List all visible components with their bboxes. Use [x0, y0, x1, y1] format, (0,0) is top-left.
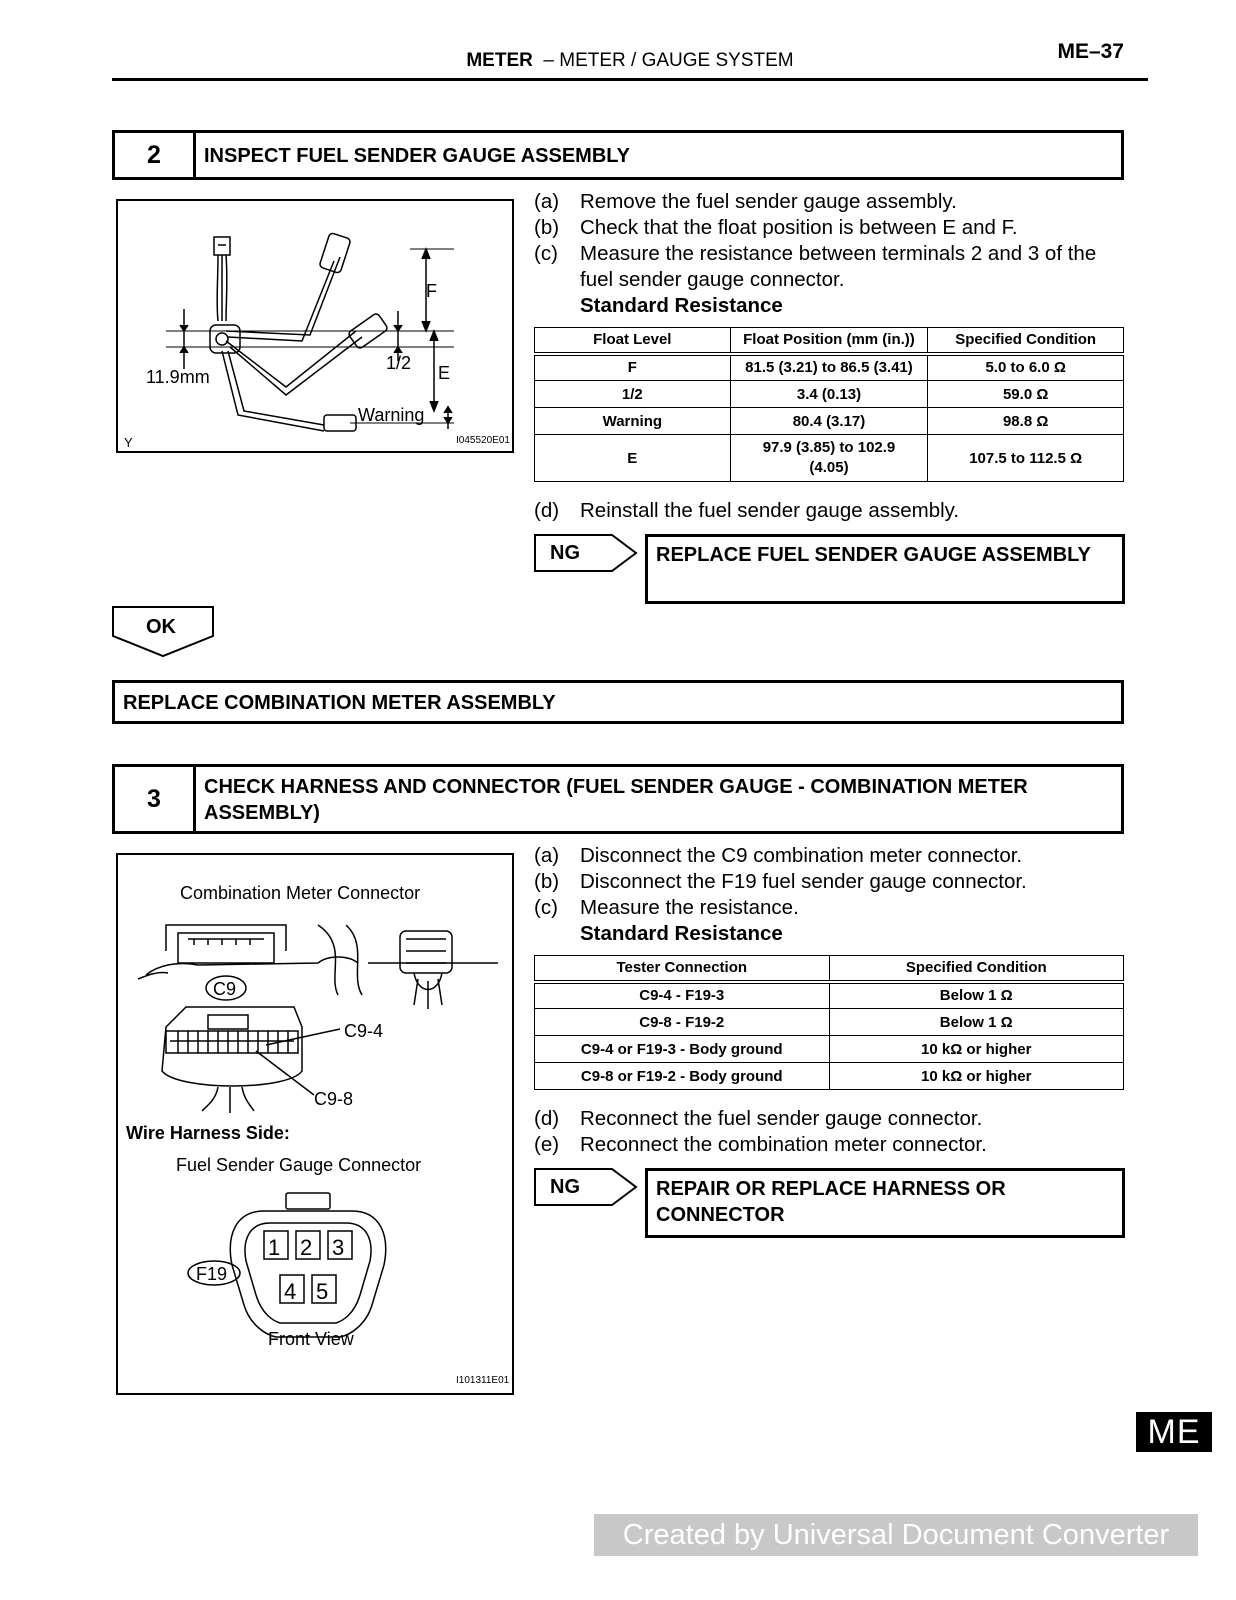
header-section-name: METER [466, 50, 533, 71]
instruction-d [534, 498, 1134, 524]
step-3-instructions [534, 843, 1134, 947]
table-cell: Below 1 Ω [829, 1009, 1124, 1036]
table-cell: 5.0 to 6.0 Ω [928, 354, 1124, 381]
instruction-text: Disconnect the F19 fuel sender gauge connector. [580, 870, 1027, 893]
fuel-sender-figure [116, 199, 514, 453]
table-cell: 3.4 (0.13) [730, 381, 928, 408]
instruction-b [534, 869, 1134, 895]
table-cell: 107.5 to 112.5 Ω [928, 435, 1124, 482]
table-cell: Below 1 Ω [829, 982, 1124, 1009]
table-row [535, 435, 1124, 482]
harness-resistance-table [534, 955, 1124, 1090]
instruction-label: (d) [534, 1107, 560, 1130]
table-cell: 1/2 [535, 381, 731, 408]
instruction-text: Reconnect the combination meter connector. [580, 1133, 987, 1156]
connector-figure [116, 853, 514, 1395]
instruction-label: (a) [534, 190, 560, 213]
float-resistance-table [534, 327, 1124, 482]
instruction-text: Measure the resistance. [580, 896, 799, 919]
table-header: Float Position (mm (in.)) [730, 328, 928, 354]
table-header: Specified Condition [928, 328, 1124, 354]
ng-result-step-2: REPLACE FUEL SENDER GAUGE ASSEMBLY [645, 534, 1125, 604]
label-f: F [426, 281, 437, 301]
instruction-label: (a) [534, 844, 560, 867]
label-half: 1/2 [386, 353, 412, 373]
instruction-text: Reconnect the fuel sender gauge connector. [580, 1107, 983, 1130]
instruction-text: Check that the float position is between E and F. [580, 216, 1018, 239]
table-cell: 59.0 Ω [928, 381, 1124, 408]
instruction-text: Disconnect the C9 combination meter connector. [580, 844, 1023, 867]
pin-3: 3 [332, 1235, 345, 1260]
instruction-text: Measure the resistance between terminals 2 and 3 of the fuel sender gauge connector. [580, 242, 1097, 291]
table-row [535, 354, 1124, 381]
ok-label: OK [146, 616, 176, 638]
table-cell: 81.5 (3.21) to 86.5 (3.41) [730, 354, 928, 381]
fuel-sender-drawing [118, 201, 512, 451]
instruction-b [534, 215, 1134, 241]
label-meter-connector: Combination Meter Connector [180, 883, 421, 903]
table-header: Float Level [535, 328, 731, 354]
table-row [535, 381, 1124, 408]
label-c9-8: C9-8 [314, 1089, 354, 1109]
table-cell: C9-8 - F19-2 [535, 1009, 830, 1036]
instruction-e [534, 1132, 1134, 1158]
label-c9: C9 [213, 979, 237, 999]
step-2-title: INSPECT FUEL SENDER GAUGE ASSEMBLY [204, 145, 630, 167]
instruction-c [534, 895, 1134, 921]
table-header-row [535, 328, 1124, 354]
table-cell: 97.9 (3.85) to 102.9 (4.05) [730, 435, 928, 482]
step-3-title: CHECK HARNESS AND CONNECTOR (FUEL SENDER GAUGE - COMBINATION METER ASSEMBLY) [204, 776, 1028, 824]
pin-5: 5 [316, 1279, 329, 1304]
ok-result: REPLACE COMBINATION METER ASSEMBLY [112, 680, 1124, 724]
label-f19: F19 [196, 1264, 228, 1284]
instruction-label: (c) [534, 242, 558, 265]
table-header-row [535, 956, 1124, 982]
table-cell: C9-4 or F19-3 - Body ground [535, 1036, 830, 1063]
step-3-number: 3 [115, 767, 196, 831]
step-2-number: 2 [115, 133, 196, 177]
table-row [535, 1063, 1124, 1090]
page-number: ME–37 [1057, 40, 1124, 63]
table-header: Specified Condition [829, 956, 1124, 982]
ng-result-step-3: REPAIR OR REPLACE HARNESS OR CONNECTOR [645, 1168, 1125, 1238]
table-header: Tester Connection [535, 956, 830, 982]
label-e: E [438, 363, 451, 383]
step-3-header [112, 764, 1124, 834]
table-cell: C9-4 - F19-3 [535, 982, 830, 1009]
table-cell: Warning [535, 408, 731, 435]
connector-drawing [118, 855, 512, 1393]
table-row [535, 408, 1124, 435]
step-2-header [112, 130, 1124, 180]
instruction-label: (d) [534, 499, 560, 522]
header-rule [112, 78, 1148, 81]
label-figure-corner: Y [124, 435, 133, 450]
figure-id: I045520E01 [456, 435, 510, 446]
step-3-instructions-after [534, 1106, 1134, 1158]
table-cell: 10 kΩ or higher [829, 1063, 1124, 1090]
instruction-label: (b) [534, 870, 560, 893]
instruction-text: Remove the fuel sender gauge assembly. [580, 190, 957, 213]
instruction-a [534, 189, 1134, 215]
table-cell: F [535, 354, 731, 381]
pin-2: 2 [300, 1235, 313, 1260]
label-warning: Warning [358, 405, 425, 425]
label-dimension: 11.9mm [146, 367, 210, 387]
label-wire-harness-side: Wire Harness Side: [126, 1123, 290, 1143]
table-cell: 98.8 Ω [928, 408, 1124, 435]
instruction-label: (c) [534, 896, 558, 919]
table-cell: 10 kΩ or higher [829, 1036, 1124, 1063]
instruction-label: (e) [534, 1133, 560, 1156]
table-row [535, 982, 1124, 1009]
pin-4: 4 [284, 1279, 297, 1304]
label-front-view: Front View [268, 1329, 354, 1349]
standard-resistance-label: Standard Resistance [580, 922, 783, 945]
instruction-c [534, 241, 1134, 293]
table-cell: C9-8 or F19-2 - Body ground [535, 1063, 830, 1090]
instruction-a [534, 843, 1134, 869]
table-cell: E [535, 435, 731, 482]
watermark: Created by Universal Document Converter [594, 1514, 1198, 1556]
section-tab: ME [1136, 1412, 1212, 1452]
figure-id: I101311E01 [456, 1375, 510, 1386]
label-fuel-connector: Fuel Sender Gauge Connector [176, 1155, 422, 1175]
table-cell: 80.4 (3.17) [730, 408, 928, 435]
standard-resistance-label: Standard Resistance [580, 294, 783, 317]
label-c9-4: C9-4 [344, 1021, 384, 1041]
table-row [535, 1036, 1124, 1063]
ng-label-step-2: NG [550, 542, 580, 564]
table-row [535, 1009, 1124, 1036]
instruction-text: Reinstall the fuel sender gauge assembly. [580, 499, 960, 522]
page-header-title [112, 50, 1148, 72]
step-2-instructions [534, 189, 1134, 319]
instruction-label: (b) [534, 216, 560, 239]
pin-1: 1 [268, 1235, 281, 1260]
ng-label-step-3: NG [550, 1176, 580, 1198]
instruction-d [534, 1106, 1134, 1132]
header-section-subtitle: – METER / GAUGE SYSTEM [543, 50, 794, 71]
